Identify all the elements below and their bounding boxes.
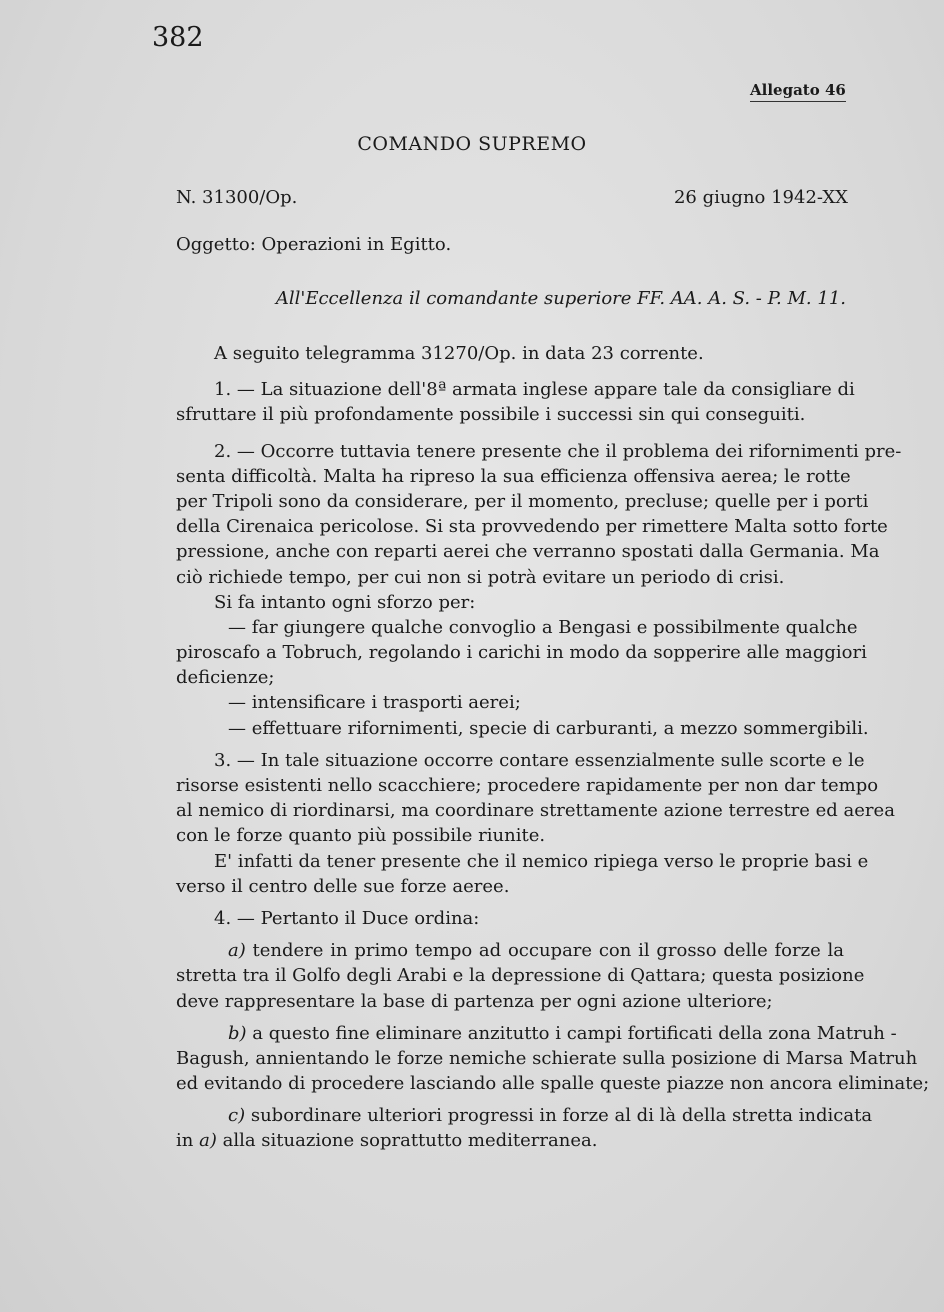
document-date: 26 giugno 1942-XX (673, 187, 848, 208)
item-a-line: stretta tra il Golfo degli Arabi e la depressione di Qattara; questa posizione (176, 965, 865, 987)
item-a-marker: a) (228, 940, 246, 962)
item-a-line: deve rappresentare la base di partenza per ogni azione ulteriore; (176, 990, 773, 1012)
reference-number: N. 31300/Op. (176, 187, 298, 208)
paragraph-3-line: verso il centro delle sue forze aeree. (176, 875, 510, 897)
item-a-line (176, 938, 844, 963)
item-a-reference: a) (199, 1130, 217, 1152)
paragraph-4-line: 4. — Pertanto il Duce ordina: (214, 907, 480, 929)
subject-line: Oggetto: Operazioni in Egitto. (176, 234, 452, 255)
item-b-marker: b) (228, 1022, 247, 1044)
paragraph-2-line: Si fa intanto ogni sforzo per: (214, 591, 476, 613)
item-c-marker: c) (228, 1105, 246, 1127)
paragraph-3-line: al nemico di riordinarsi, ma coordinare strettamente azione terrestre ed aerea (176, 800, 895, 822)
paragraph-3-line: con le forze quanto più possibile riunite. (176, 825, 546, 847)
body-text (176, 341, 930, 1154)
paragraph-3-line: 3. — In tale situazione occorre contare essenzialmente sulle scorte e le (214, 749, 865, 771)
list-item-line: — effettuare rifornimenti, specie di carburanti, a mezzo sommergibili. (228, 717, 869, 739)
paragraph-1-line: sfruttare il più profondamente possibile i successi sin qui conseguiti. (176, 404, 806, 426)
paragraph-2-line: 2. — Occorre tuttavia tenere presente che il problema dei rifornimenti pre- (214, 440, 902, 462)
item-b-text: a questo fine eliminare anzitutto i campi fortificati della zona Matruh - (252, 1022, 897, 1044)
paragraph-2-line: senta difficoltà. Malta ha ripreso la sua efficienza offensiva aerea; le rotte (176, 465, 851, 487)
item-c-text: in (176, 1130, 194, 1152)
paragraph-2-line: della Cirenaica pericolose. Si sta provvedendo per rimettere Malta sotto forte (176, 516, 888, 538)
addressee-line: All'Eccellenza il comandante superiore FF. AA. A. S. - P. M. 11. (275, 288, 846, 309)
item-c-text: subordinare ulteriori progressi in forze al di là della stretta indicata (250, 1105, 873, 1127)
item-c-text: alla situazione soprattutto mediterranea. (222, 1130, 598, 1152)
page-number: 382 (152, 22, 204, 53)
list-item-line: deficienze; (176, 667, 275, 689)
item-c-line (176, 1103, 873, 1128)
item-c-line (176, 1128, 844, 1153)
intro-line: A seguito telegramma 31270/Op. in data 23 corrente. (214, 343, 704, 364)
document-heading: COMANDO SUPREMO (357, 133, 587, 155)
list-item-line: — intensificare i trasporti aerei; (228, 692, 521, 714)
paragraph-3-line: E' infatti da tener presente che il nemico ripiega verso le proprie basi e (214, 850, 869, 872)
item-b-line: Bagush, annientando le forze nemiche schierate sulla posizione di Marsa Matruh (176, 1047, 918, 1069)
paragraph-3-line: risorse esistenti nello scacchiere; procedere rapidamente per non dar tempo (176, 775, 879, 796)
list-item-line: — far giungere qualche convoglio a Bengasi e possibilmente qualche (228, 616, 858, 638)
item-b-line: ed evitando di procedere lasciando alle spalle queste piazze non ancora eliminate; (176, 1073, 930, 1095)
paragraph-1-line: 1. — La situazione dell'8ª armata inglese appare tale da consigliare di (214, 379, 855, 401)
item-a-text: tendere in primo tempo ad occupare con il grosso delle forze la (252, 940, 844, 962)
annex-label: Allegato 46 (750, 81, 846, 102)
paragraph-2-line: per Tripoli sono da considerare, per il momento, precluse; quelle per i porti (176, 490, 869, 512)
paragraph-2-line: ciò richiede tempo, per cui non si potrà evitare un periodo di crisi. (176, 566, 785, 588)
paragraph-2-line: pressione, anche con reparti aerei che verranno spostati dalla Germania. Ma (176, 541, 880, 563)
list-item-line: piroscafo a Tobruch, regolando i carichi in modo da sopperire alle maggiori (176, 642, 867, 664)
item-b-line (176, 1021, 897, 1046)
